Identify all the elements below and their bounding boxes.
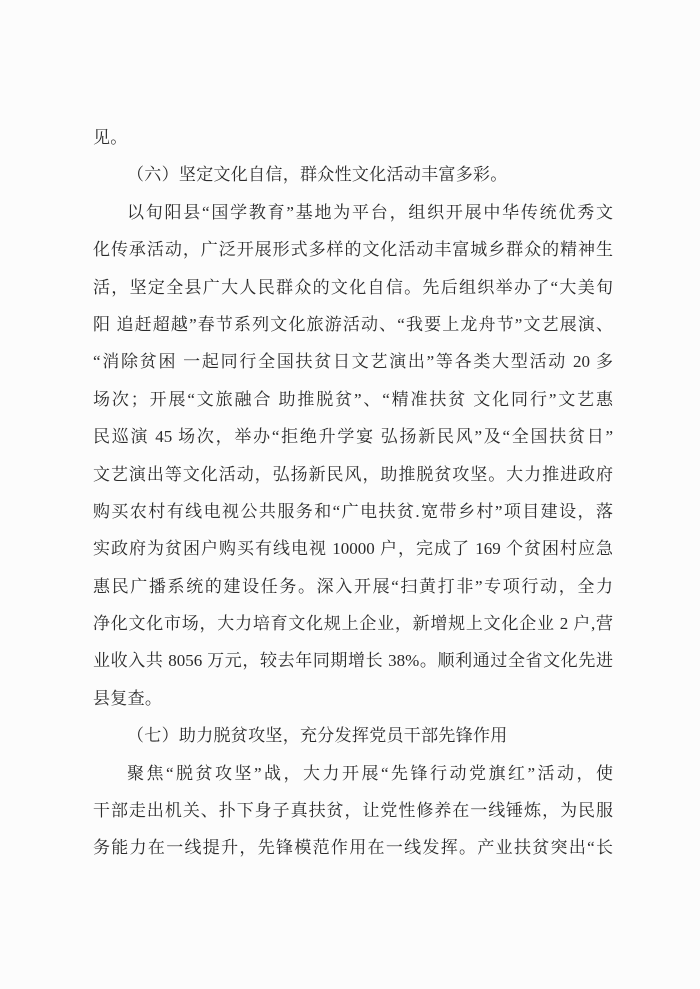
document-line: 净化文化市场，大力培育文化规上企业，新增规上文化企业 2 户,营 (93, 614, 613, 634)
document-line: （六）坚定文化自信，群众性文化活动丰富多彩。 (127, 165, 508, 185)
document-line: 干部走出机关、扑下身子真扶贫，让党性修养在一线锤炼，为民服 (93, 801, 613, 821)
document-body (93, 119, 613, 867)
document-line: 实政府为贫困户购买有线电视 10000 户，完成了 169 个贫困村应急 (93, 539, 613, 559)
document-line: 聚焦“脱贫攻坚”战，大力开展“先锋行动党旗红”活动，使 (127, 763, 613, 783)
document-line: “消除贫困 一起同行全国扶贫日文艺演出”等各类大型活动 20 多 (93, 352, 613, 372)
document-line: （七）助力脱贫攻坚，充分发挥党员干部先锋作用 (127, 726, 508, 746)
document-line: 场次；开展“文旅融合 助推脱贫”、“精准扶贫 文化同行”文艺惠 (93, 389, 613, 409)
document-line: 业收入共 8056 万元，较去年同期增长 38%。顺利通过全省文化先进 (93, 651, 613, 671)
document-line: 见。 (93, 128, 128, 147)
document-line: 购买农村有线电视公共服务和“广电扶贫.宽带乡村”项目建设，落 (93, 501, 613, 521)
document-line: 务能力在一线提升，先锋模范作用在一线发挥。产业扶贫突出“长 (93, 838, 613, 858)
document-line: 县复查。 (93, 688, 163, 708)
document-line: 民巡演 45 场次，举办“拒绝升学宴 弘扬新民风”及“全国扶贫日” (93, 427, 613, 447)
document-line: 惠民广播系统的建设任务。深入开展“扫黄打非”专项行动，全力 (93, 576, 613, 596)
document-line: 化传承活动，广泛开展形式多样的文化活动丰富城乡群众的精神生 (93, 240, 613, 260)
document-line: 以旬阳县“国学教育”基地为平台，组织开展中华传统优秀文 (127, 202, 613, 222)
document-line: 活，坚定全县广大人民群众的文化自信。先后组织举办了“大美旬 (93, 277, 613, 297)
document-line: 文艺演出等文化活动，弘扬新民风，助推脱贫攻坚。大力推进政府 (93, 464, 613, 484)
document-line: 阳 追赶超越”春节系列文化旅游活动、“我要上龙舟节”文艺展演、 (93, 314, 613, 334)
